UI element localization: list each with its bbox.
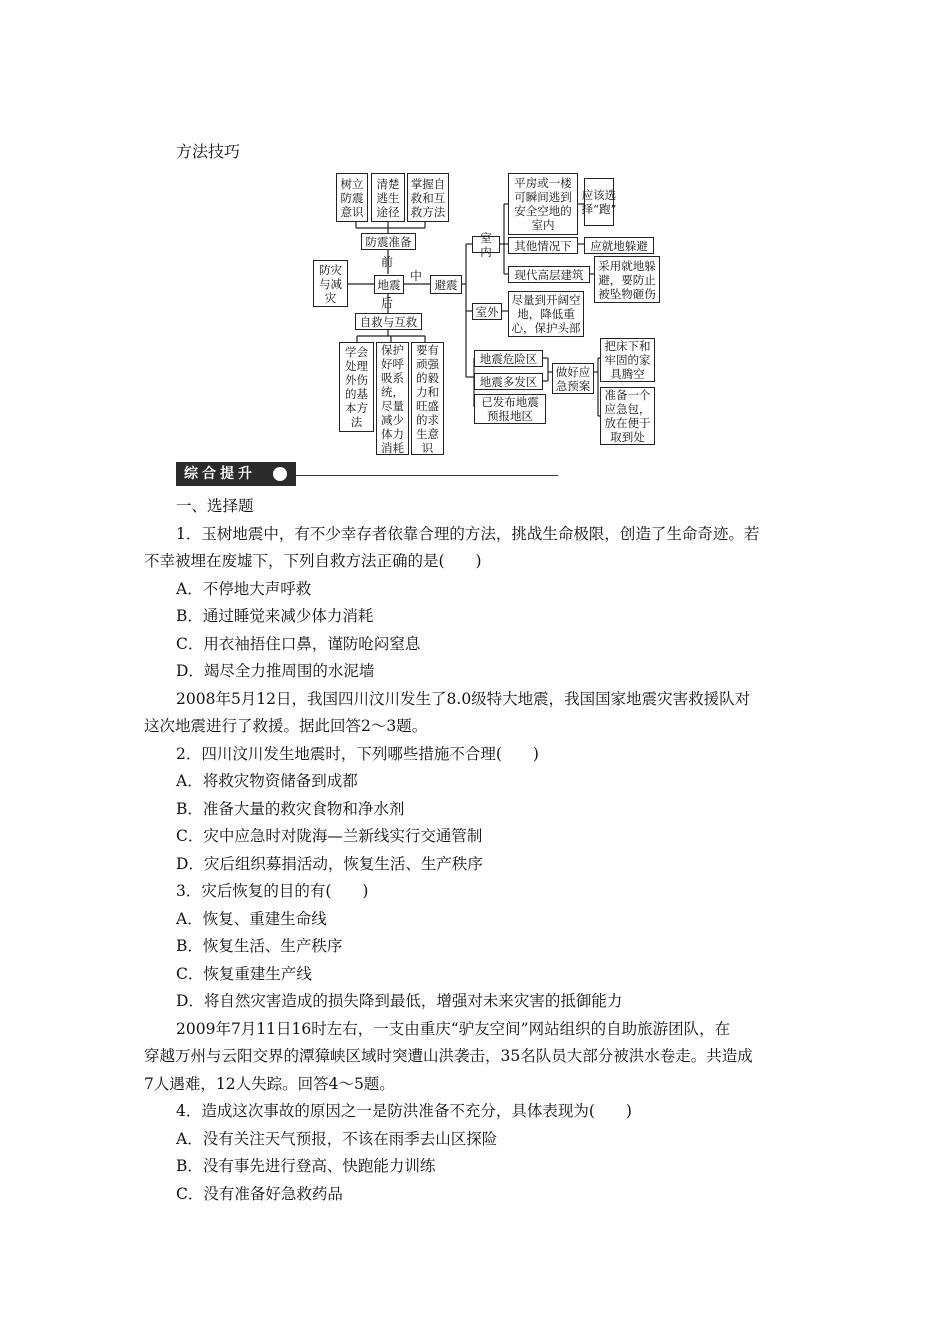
subsection-title: 一、选择题 bbox=[176, 497, 254, 515]
avoid-title-box: 避震 bbox=[430, 275, 462, 294]
center-box: 地震 bbox=[374, 275, 404, 294]
zone-forecast: 已发布地震预报地区 bbox=[474, 394, 546, 424]
q4-option-a: A．没有关注天气预报，不该在雨季去山区探险 bbox=[176, 1130, 498, 1148]
passage1-line2: 这次地震进行了救援。据此回答2～3题。 bbox=[144, 717, 428, 735]
passage2-line2: 穿越万州与云阳交界的潭獐峡区域时突遭山洪袭击，35名队员大部分被洪水卷走。共造成 bbox=[144, 1047, 753, 1065]
root-box: 防灾与减灾 bbox=[313, 260, 348, 307]
result-run: 应该选择“跑” bbox=[584, 178, 614, 226]
q2-option-a: A．将救灾物资储备到成都 bbox=[176, 772, 358, 790]
q1-text-line2: 不幸被埋在废墟下，下列自救方法正确的是( ) bbox=[144, 552, 482, 570]
indoor-item-high-rise: 现代高层建筑 bbox=[508, 266, 590, 283]
rescue-item-first-aid: 学会处理外伤的基本方法 bbox=[339, 342, 374, 432]
zone-frequent: 地震多发区 bbox=[474, 373, 543, 390]
q2-option-c: C．灾中应急时对陇海—兰新线实行交通管制 bbox=[176, 827, 483, 845]
passage1-line1: 2008年5月12日，我国四川汶川发生了8.0级特大地震，我国国家地震灾害救援队对 bbox=[176, 690, 751, 708]
prep-box-escape-route: 清楚逃生途径 bbox=[371, 173, 405, 222]
plan-box: 做好应急预案 bbox=[552, 363, 594, 394]
plan-item-emergency-kit: 准备一个应急包，放在便于取到处 bbox=[600, 387, 655, 445]
after-label: 后 bbox=[381, 296, 394, 310]
plan-item-furniture: 把床下和牢固的家具腾空 bbox=[600, 338, 655, 382]
passage2-line3: 7人遇难，12人失踪。回答4～5题。 bbox=[144, 1075, 395, 1093]
indoor-box: 室内 bbox=[472, 236, 500, 253]
rescue-title-box: 自救与互救 bbox=[355, 313, 422, 330]
indoor-item-ground-floor: 平房或一楼可瞬间逃到安全空地的室内 bbox=[508, 173, 578, 235]
prep-box-awareness: 树立防震意识 bbox=[336, 173, 368, 222]
before-label: 前 bbox=[381, 255, 394, 269]
q1-option-d: D．竭尽全力推周围的水泥墙 bbox=[176, 662, 375, 680]
q3-option-a: A．恢复、重建生命线 bbox=[176, 910, 327, 928]
q2-option-b: B．准备大量的救灾食物和净水剂 bbox=[176, 800, 405, 818]
banner-dot-icon bbox=[273, 467, 287, 481]
middle-label: 中 bbox=[410, 269, 423, 283]
section-title: 方法技巧 bbox=[176, 142, 241, 161]
result-shelter: 应就地躲避 bbox=[584, 237, 654, 254]
zone-danger: 地震危险区 bbox=[474, 350, 543, 367]
q1-text-line1: 1．玉树地震中，有不少幸存者依靠合理的方法，挑战生命极限，创造了生命奇迹。若 bbox=[176, 525, 760, 543]
prep-title-box: 防震准备 bbox=[361, 233, 416, 250]
q3-option-c: C．恢复重建生产线 bbox=[176, 965, 312, 983]
q4-option-b: B．没有事先进行登高、快跑能力训练 bbox=[176, 1157, 436, 1175]
q1-option-b: B．通过睡觉来减少体力消耗 bbox=[176, 607, 374, 625]
q3-option-b: B．恢复生活、生产秩序 bbox=[176, 937, 343, 955]
q1-option-c: C．用衣袖捂住口鼻，谨防呛闷窒息 bbox=[176, 635, 421, 653]
result-avoid-falling: 采用就地躲避，要防止被坠物砸伤 bbox=[594, 256, 660, 303]
q2-option-d: D．灾后组织募捐活动，恢复生活、生产秩序 bbox=[176, 855, 483, 873]
earthquake-concept-diagram bbox=[0, 0, 950, 470]
q2-text: 2．四川汶川发生地震时，下列哪些措施不合理( ) bbox=[176, 745, 539, 763]
q3-option-d: D．将自然灾害造成的损失降到最低，增强对未来灾害的抵御能力 bbox=[176, 992, 623, 1010]
passage2-line1: 2009年7月11日16时左右，一支由重庆“驴友空间”网站组织的自助旅游团队，在 bbox=[176, 1020, 731, 1038]
section-banner: 综合提升 bbox=[176, 462, 296, 486]
q4-text: 4．造成这次事故的原因之一是防洪准备不充分，具体表现为( ) bbox=[176, 1102, 632, 1120]
q1-option-a: A．不停地大声呼救 bbox=[176, 580, 312, 598]
rescue-item-willpower: 要有顽强的毅力和旺盛的求生意识 bbox=[411, 342, 444, 455]
rescue-item-breathing: 保护好呼吸系统，尽量减少体力消耗 bbox=[376, 342, 409, 455]
indoor-item-other: 其他情况下 bbox=[508, 237, 578, 254]
q4-option-c: C．没有准备好急救药品 bbox=[176, 1185, 343, 1203]
banner-divider bbox=[296, 475, 558, 476]
outdoor-item: 尽量到开阔空地，降低重心，保护头部 bbox=[508, 291, 584, 337]
q3-text: 3．灾后恢复的目的有( ) bbox=[176, 882, 369, 900]
prep-box-rescue-methods: 掌握自救和互救方法 bbox=[407, 173, 449, 222]
outdoor-box: 室外 bbox=[472, 303, 502, 320]
